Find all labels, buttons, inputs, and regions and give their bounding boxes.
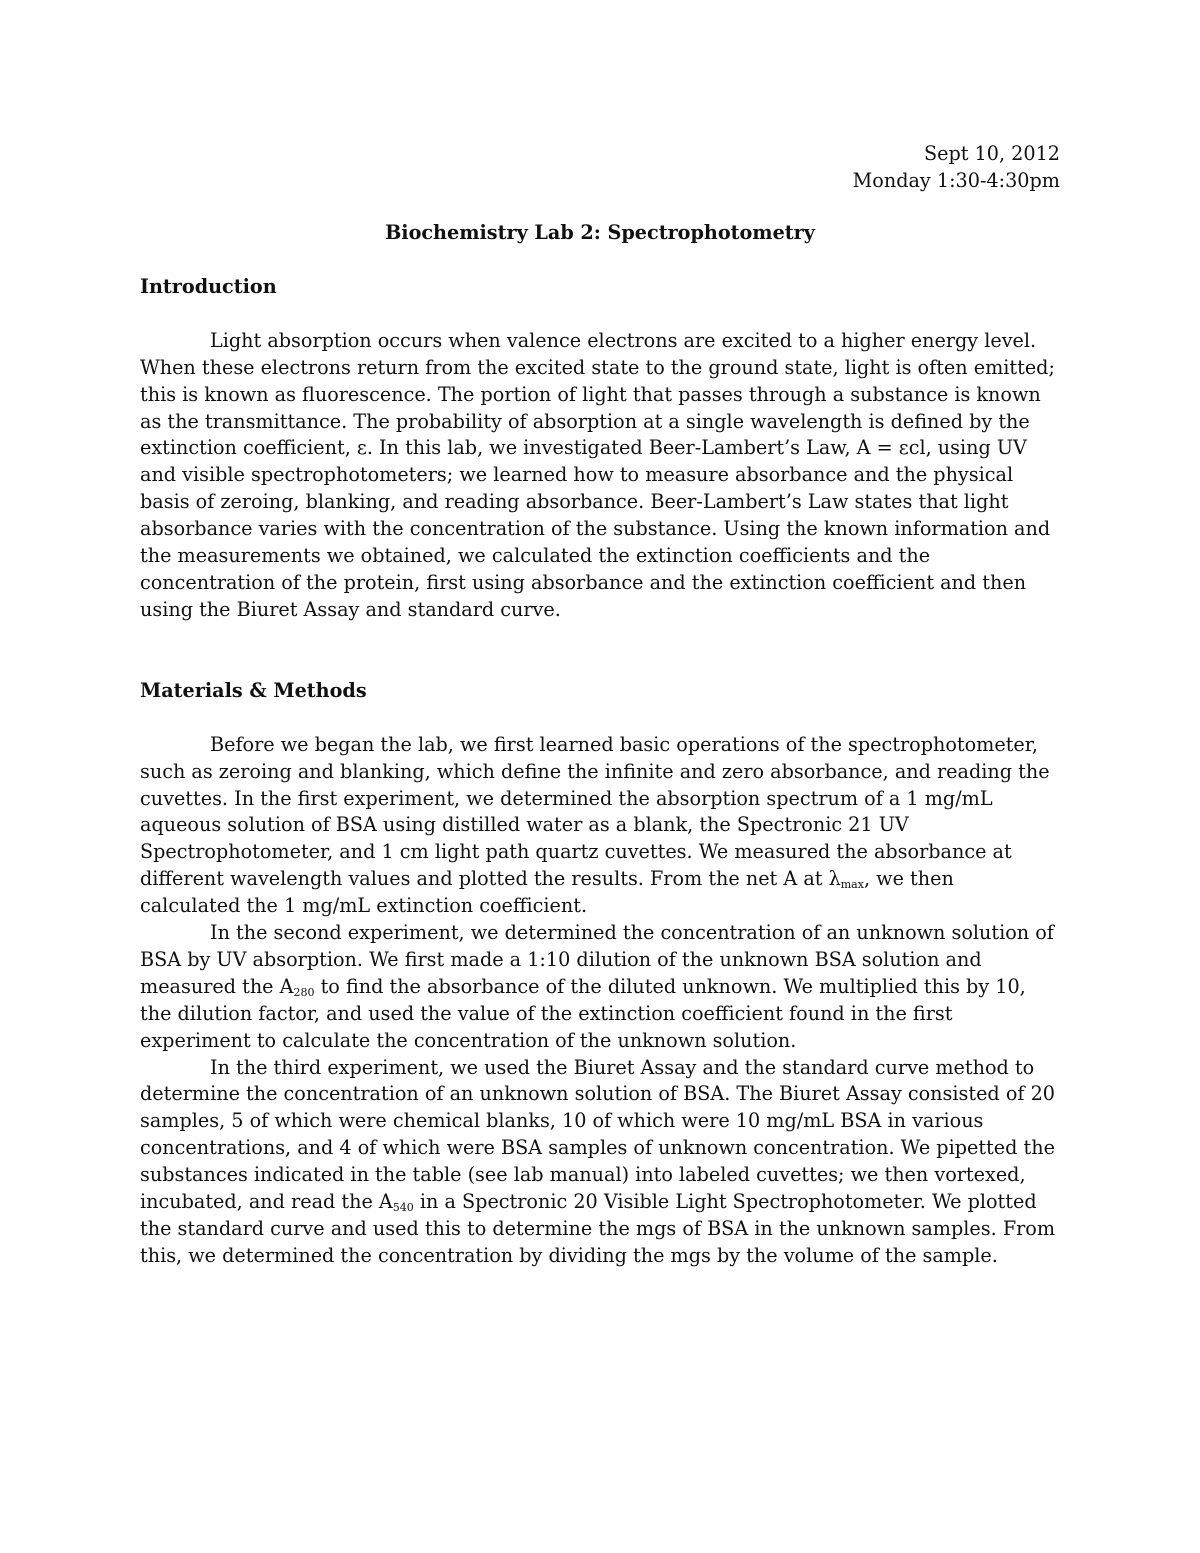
- lambda-subscript: max: [840, 878, 864, 892]
- methods-paragraph-3: [140, 1055, 1060, 1270]
- methods-p1-text-a: Before we began the lab, we first learned basic operations of the spectrophotometer, such as zeroing and blanking, which define the infinite and zero absorbance, and reading the cuvettes. In the first experiment, we determined the absorption spectrum of a 1 mg/mL aqueous solution of BSA using distilled water as a blank, the Spectronic 21 UV Spectrophotometer, and 1 cm light path quartz cuvettes. We measured the absorbance at different wavelength values and plotted the results. From the net A at: [140, 732, 1050, 891]
- methods-p2-text-b: to find the absorbance of the diluted unknown. We multiplied this by 10, the dilution factor, and used the value of the extinction coefficient found in the first experiment to calculate the concentration of the unknown solution.: [140, 974, 1026, 1052]
- methods-paragraph-2: [140, 920, 1060, 1055]
- methods-paragraph-1: [140, 732, 1060, 920]
- methods-p2-text-a: In the second experiment, we determined the concentration of an unknown solution of BSA by UV absorption. We first made a 1:10 dilution of the unknown BSA solution and measured the A: [140, 921, 1054, 998]
- introduction-paragraph: Light absorption occurs when valence electrons are excited to a higher energy level. When these electrons return from the excited state to the ground state, light is often emitted; this is known as fluorescence. The portion of light that passes through a substance is known as the transmittance. The probability of absorption at a single wavelength is defined by the extinction coefficient, ε. In this lab, we investigated Beer-Lambert’s Law, A = εcl, using UV and visible spectrophotometers; we learned how to measure absorbance and the physical basis of zeroing, blanking, and reading absorbance. Beer-Lambert’s Law states that light absorbance varies with the concentration of the substance. Using the known information and the measurements we obtained, we calculated the extinction coefficients and the concentration of the protein, first using absorbance and the extinction coefficient and then using the Biuret Assay and standard curve.: [140, 328, 1055, 621]
- methods-heading: Materials & Methods: [140, 678, 367, 702]
- methods-p3-text-b: in a Spectronic 20 Visible Light Spectrophotometer. We plotted the standard curve and used this to determine the mgs of BSA in the unknown samples. From this, we determined the concentration by dividing the mgs by the volume of the sample.: [140, 1190, 1056, 1267]
- session-line: Monday 1:30-4:30pm: [852, 169, 1060, 192]
- date-line: Sept 10, 2012: [923, 142, 1060, 165]
- document-title: Biochemistry Lab 2: Spectrophotometry: [385, 221, 815, 244]
- a280-subscript: 280: [293, 985, 315, 999]
- header-block: [140, 140, 1060, 194]
- lambda-symbol: λ: [828, 867, 841, 891]
- document-page: [140, 140, 1060, 1270]
- introduction-heading: Introduction: [140, 274, 277, 298]
- a540-subscript: 540: [392, 1201, 414, 1215]
- methods-p1-text-b: , we then calculated the 1 mg/mL extinction coefficient.: [140, 867, 954, 918]
- methods-p3-text-a: In the third experiment, we used the Biuret Assay and the standard curve method to determine the concentration of an unknown solution of BSA. The Biuret Assay consisted of 20 samples, 5 of which were chemical blanks, 10 of which were 10 mg/mL BSA in various concentrations, and 4 of which were BSA samples of unknown concentration. We pipetted the substances indicated in the table (see lab manual) into labeled cuvettes; we then vortexed, incubated, and read the A: [140, 1055, 1055, 1214]
